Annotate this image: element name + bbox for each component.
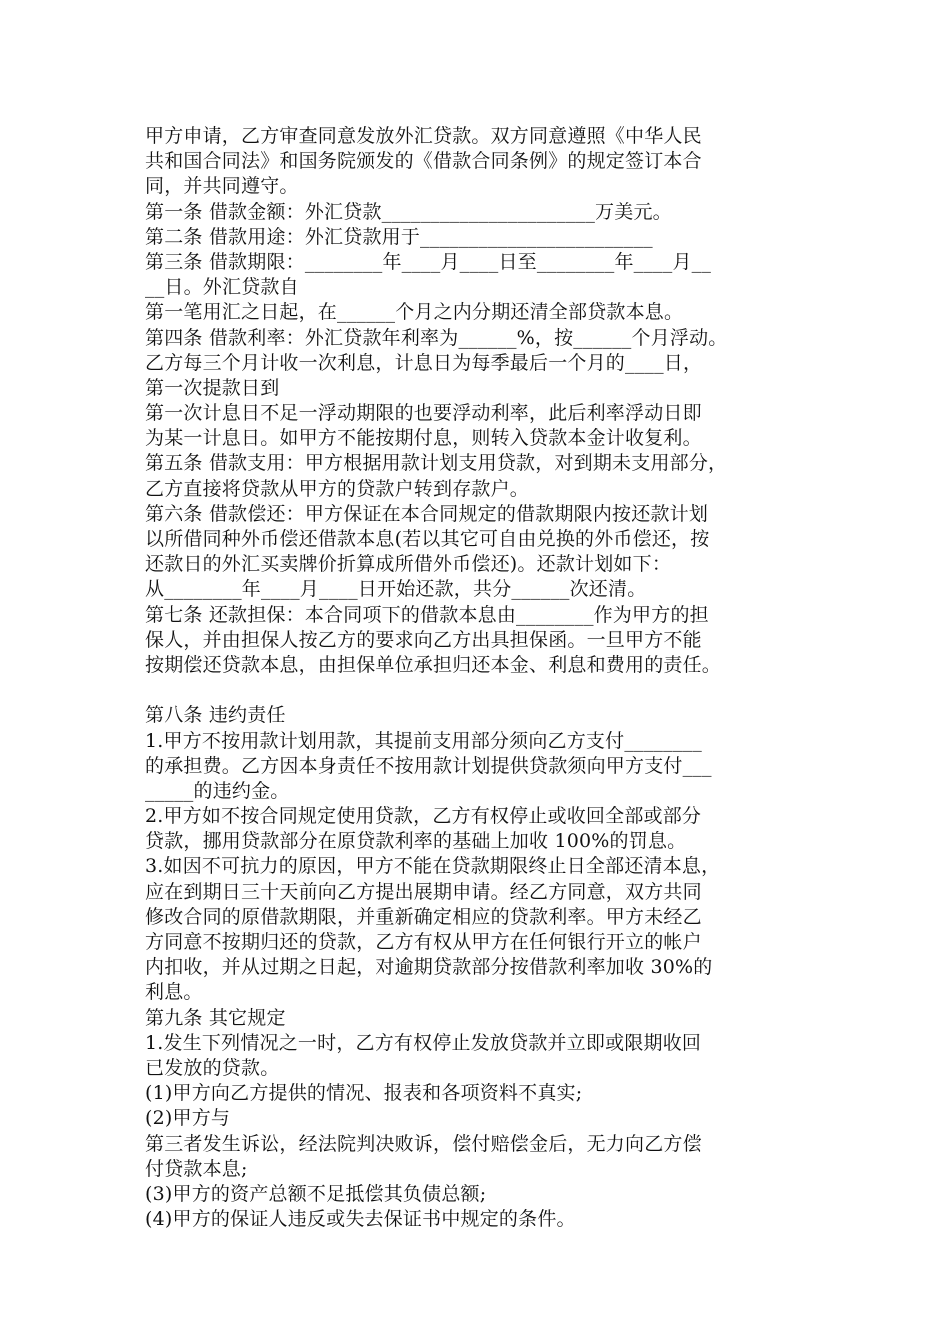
text-line: 1.发生下列情况之一时，乙方有权停止发放贷款并立即或限期收回 xyxy=(145,1031,702,1054)
text-line: 修改合同的原借款期限，并重新确定相应的贷款利率。甲方未经乙 xyxy=(145,905,702,928)
text-line: 贷款，挪用贷款部分在原贷款利率的基础上加收 100%的罚息。 xyxy=(145,830,687,853)
text-line: 方同意不按期归还的贷款，乙方有权从甲方在任何银行开立的帐户 xyxy=(145,931,702,953)
text-line: 第一次计息日不足一浮动期限的也要浮动利率，此后利率浮动日即 xyxy=(145,402,702,425)
text-line: (3)甲方的资产总额不足抵偿其负债总额; xyxy=(145,1182,487,1205)
text-line: 从________年____月____日开始还款，共分______次还清。 xyxy=(145,578,647,601)
article-4-line: 第四条 借款利率：外汇贷款年利率为______%，按______个月浮动。 xyxy=(145,326,728,349)
text-line: 应在到期日三十天前向乙方提出展期申请。经乙方同意，双方共同 xyxy=(145,880,702,903)
text-line: 第三者发生诉讼，经法院判决败诉，偿付赔偿金后，无力向乙方偿 xyxy=(145,1132,702,1155)
text-line: 3.如因不可抗力的原因，甲方不能在贷款期限终止日全部还清本息， xyxy=(145,855,721,878)
text-line: 甲方申请，乙方审查同意发放外汇贷款。双方同意遵照《中华人民 xyxy=(145,125,702,147)
text-line: (1)甲方向乙方提供的情况、报表和各项资料不真实; xyxy=(145,1082,583,1105)
text-line: __日。外汇贷款自 xyxy=(145,276,299,299)
text-line: 按期偿还贷款本息，由担保单位承担归还本金、利息和费用的责任。 xyxy=(145,653,722,676)
text-line: 乙方每三个月计收一次利息，计息日为每季最后一个月的____日， xyxy=(145,351,703,374)
text-line: 以所借同种外币偿还借款本息(若以其它可自由兑换的外币偿还，按 xyxy=(145,528,710,550)
article-5-line: 第五条 借款支用：甲方根据用款计划支用贷款，对到期未支用部分， xyxy=(145,452,728,475)
text-line: _____的违约金。 xyxy=(145,779,290,802)
text-line: 还款日的外汇买卖牌价折算成所借外币偿还)。还款计划如下： xyxy=(145,553,672,576)
text-line: (2)甲方与 xyxy=(145,1107,231,1130)
blank-line xyxy=(145,678,825,703)
text-line: 已发放的贷款。 xyxy=(145,1056,280,1079)
text-line: 内扣收，并从过期之日起，对逾期贷款部分按借款利率加收 30%的 xyxy=(145,956,713,979)
article-2-line: 第二条 借款用途：外汇贷款用于________________________ xyxy=(145,225,653,248)
article-8-heading: 第八条 违约责任 xyxy=(145,704,286,727)
text-line: 为某一计息日。如甲方不能按期付息，则转入贷款本金计收复利。 xyxy=(145,427,702,450)
article-1-line: 第一条 借款金额：外汇贷款______________________万美元。 xyxy=(145,200,672,223)
text-line: 利息。 xyxy=(145,981,203,1004)
text-line: 同，并共同遵守。 xyxy=(145,175,299,198)
text-line: 付贷款本息; xyxy=(145,1157,248,1180)
article-7-line: 第七条 还款担保：本合同项下的借款本息由________作为甲方的担 xyxy=(145,603,709,626)
text-line: 第一次提款日到 xyxy=(145,376,280,399)
text-line: 第一笔用汇之日起，在______个月之内分期还清全部贷款本息。 xyxy=(145,301,684,324)
text-line: 1.甲方不按用款计划用款，其提前支用部分须向乙方支付________ xyxy=(145,729,702,752)
text-line: 保人，并由担保人按乙方的要求向乙方出具担保函。一旦甲方不能 xyxy=(145,628,702,651)
text-line: 的承担费。乙方因本身责任不按用款计划提供贷款须向甲方支付___ xyxy=(145,754,712,777)
article-9-heading: 第九条 其它规定 xyxy=(145,1006,286,1029)
text-line: 2.甲方如不按合同规定使用贷款，乙方有权停止或收回全部或部分 xyxy=(145,805,702,828)
document-body xyxy=(145,124,825,1232)
text-line: (4)甲方的保证人违反或失去保证书中规定的条件。 xyxy=(145,1208,576,1231)
article-3-line: 第三条 借款期限：________年____月____日至________年____月__ xyxy=(145,250,712,273)
article-6-line: 第六条 借款偿还：甲方保证在本合同规定的借款期限内按还款计划 xyxy=(145,502,709,525)
text-line: 共和国合同法》和国务院颁发的《借款合同条例》的规定签订本合 xyxy=(145,150,702,173)
text-line: 乙方直接将贷款从甲方的贷款户转到存款户。 xyxy=(145,477,530,500)
